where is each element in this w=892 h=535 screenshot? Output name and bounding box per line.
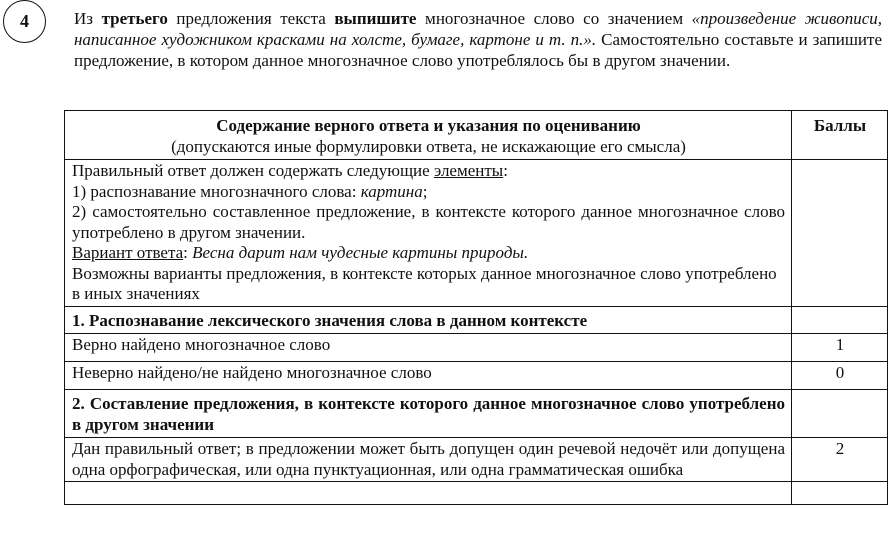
task-text-part: Из (74, 9, 102, 28)
answer-content-cell (65, 160, 792, 307)
header-content-cell (65, 111, 792, 160)
answer-variant: Вариант ответа: Весна дарит нам чудесные картины природы. (72, 243, 529, 262)
answer-line-1: Правильный ответ должен содержать следующие элементы: (72, 161, 508, 180)
answer-row (65, 160, 888, 307)
criterion-cell: Дан правильный ответ; в предложении может быть допущен один речевой недочёт или допущена одна орфографическая, или одна пунктуационная, или одна грамматическая ошибка (65, 438, 792, 482)
task-text-part: Самостоятельно составьте и запишите предложение, в котором данное многозначное слово употреблялось бы в другом значении. (74, 30, 883, 70)
section-1-row (65, 306, 888, 334)
section-2-row (65, 390, 888, 438)
answer-score-cell (792, 160, 888, 307)
task-bold-third: третьего (101, 9, 168, 28)
task-number: 4 (20, 11, 29, 32)
criterion-cell: Неверно найдено/не найдено многозначное слово (65, 362, 792, 390)
section-2-score-cell (792, 390, 888, 438)
table-row (65, 438, 888, 482)
task-number-badge (3, 0, 46, 43)
grading-table (64, 110, 888, 505)
table-row (65, 362, 888, 390)
task-text-part: многозначное слово со значением (416, 9, 692, 28)
task-bold-write-out: выпишите (334, 9, 417, 28)
task-text-part: предложения текста (167, 9, 335, 28)
answer-line-2: 1) распознавание многозначного слова: картина; (72, 181, 428, 201)
criterion-score: 1 (792, 334, 888, 362)
criterion-score: 0 (792, 362, 888, 390)
header-score-cell: Баллы (792, 111, 888, 160)
criterion-score-cutoff (792, 482, 888, 505)
criterion-cell-cutoff (65, 482, 792, 505)
answer-possible-variants: Возможны варианты предложения, в контексте которых данное многозначное слово употреблено в иных значениях (72, 263, 777, 303)
table-header-row (65, 111, 888, 160)
task-definition-italic: «произведение живописи, написанное художником красками на холсте, бумаге, картоне и т. п.». (74, 9, 882, 49)
answer-line-3: 2) самостоятельно составленное предложение, в контексте которого данное многозначное слово употреблено в другом значении. (72, 202, 785, 242)
task-statement (74, 8, 882, 71)
criterion-cell: Верно найдено многозначное слово (65, 334, 792, 362)
section-2-title: 2. Составление предложения, в контексте которого данное многозначное слово употреблено в другом значении (65, 390, 792, 438)
section-1-score-cell (792, 306, 888, 334)
criterion-score: 2 (792, 438, 888, 482)
header-subtitle: (допускаются иные формулировки ответа, не искажающие его смысла) (171, 136, 686, 156)
table-row-partial (65, 482, 888, 505)
header-title: Содержание верного ответа и указания по оцениванию (216, 116, 641, 135)
section-1-title: 1. Распознавание лексического значения слова в данном контексте (65, 306, 792, 334)
table-row (65, 334, 888, 362)
